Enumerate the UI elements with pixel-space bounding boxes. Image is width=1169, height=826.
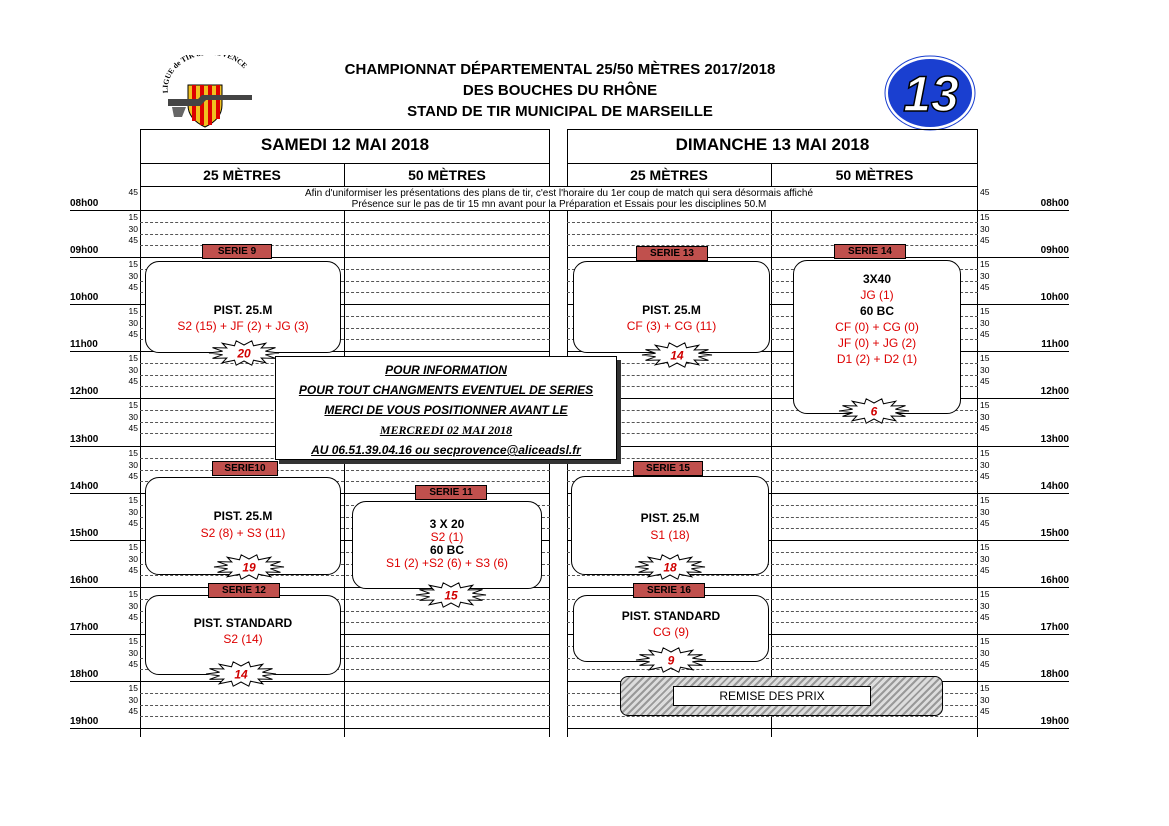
- hour-line: [70, 681, 550, 682]
- hour-label-left: 08h00: [70, 198, 99, 209]
- quarter-line: [140, 222, 550, 223]
- participant-count-burst: [213, 554, 285, 580]
- category-detail: S2 (15) + JF (2) + JG (3): [177, 319, 309, 333]
- day-label-saturday: SAMEDI 12 MAI 2018: [260, 135, 430, 154]
- title-line-1: CHAMPIONNAT DÉPARTEMENTAL 25/50 MÈTRES 2017/2018: [344, 61, 776, 78]
- minute-label-left: 15: [128, 495, 138, 505]
- minute-label-left: 30: [128, 695, 138, 705]
- hour-label-left: 15h00: [70, 528, 99, 539]
- minute-label-left: 30: [128, 554, 138, 564]
- category-detail: D1 (2) + D2 (1): [836, 352, 918, 366]
- hour-label-left: 18h00: [70, 669, 99, 680]
- minute-label-right: 15: [980, 353, 990, 363]
- participant-count: 14: [234, 667, 248, 682]
- info-box: [275, 356, 617, 460]
- minute-label-right: 30: [980, 271, 990, 281]
- hour-label-left: 17h00: [70, 622, 99, 633]
- hour-label-right: 17h00: [1040, 622, 1069, 633]
- category-detail: CG (9): [653, 625, 689, 639]
- category-detail: S2 (1): [430, 530, 464, 544]
- minute-label-right: 45: [980, 282, 990, 292]
- minute-label-left: 30: [128, 507, 138, 517]
- hour-label-right: 11h00: [1041, 339, 1069, 350]
- quarter-line: [140, 470, 550, 471]
- participant-count-burst: [641, 342, 713, 368]
- minute-label-left: 45: [128, 376, 138, 386]
- hour-label-right: 19h00: [1040, 716, 1069, 727]
- minute-label-left: 45: [128, 187, 138, 197]
- minute-label-left: 30: [128, 318, 138, 328]
- minute-label-right: 30: [980, 648, 990, 658]
- hour-label-left: 10h00: [70, 292, 99, 303]
- participant-count-burst: [415, 582, 487, 608]
- participant-count: 18: [663, 560, 677, 575]
- hour-label-right: 14h00: [1040, 481, 1069, 492]
- hour-line: [70, 257, 550, 258]
- participant-count-burst: [838, 398, 910, 424]
- col-divider-sun: [771, 163, 772, 737]
- quarter-line: [140, 716, 550, 717]
- category-detail: JF (0) + JG (2): [837, 336, 917, 350]
- minute-label-right: 30: [980, 318, 990, 328]
- quarter-line: [567, 245, 978, 246]
- quarter-line: [567, 222, 978, 223]
- serie-tag: SERIE 11: [415, 485, 487, 500]
- col-header-sun-25m: 25 MÈTRES: [567, 163, 771, 186]
- hour-label-left: 12h00: [70, 386, 99, 397]
- participant-count-burst: [205, 661, 277, 687]
- participant-count: 9: [667, 653, 675, 668]
- series-block: [352, 501, 542, 589]
- serie-tag: SERIE 16: [633, 583, 705, 598]
- minute-label-left: 30: [128, 365, 138, 375]
- minute-label-right: 15: [980, 212, 990, 222]
- category-detail: S2 (8) + S3 (11): [200, 526, 286, 540]
- serie-tag: SERIE 15: [633, 461, 703, 476]
- minute-label-right: 45: [980, 659, 990, 669]
- minute-label-right: 30: [980, 224, 990, 234]
- minute-label-right: 45: [980, 706, 990, 716]
- hour-line: [70, 728, 550, 729]
- discipline-label: PIST. 25.M: [213, 509, 273, 523]
- minute-label-left: 15: [128, 353, 138, 363]
- hour-line: [567, 728, 1069, 729]
- category-detail: CF (3) + CG (11): [626, 319, 717, 333]
- quarter-line: [567, 470, 978, 471]
- minute-label-right: 15: [980, 542, 990, 552]
- minute-label-right: 15: [980, 306, 990, 316]
- minute-label-right: 30: [980, 412, 990, 422]
- hour-label-right: 15h00: [1040, 528, 1069, 539]
- info-title: POUR INFORMATION: [385, 363, 507, 377]
- minute-label-left: 30: [128, 460, 138, 470]
- hour-label-left: 13h00: [70, 434, 99, 445]
- minute-label-left: 45: [128, 659, 138, 669]
- info-line-3: MERCI DE VOUS POSITIONNER AVANT LE: [324, 403, 568, 417]
- notice-line-1: Afin d'uniformiser les présentations des plans de tir, c'est l'horaire du 1er coup de match qui sera désormais affiché: [304, 188, 814, 199]
- hour-label-right: 12h00: [1040, 386, 1069, 397]
- minute-label-left: 15: [128, 589, 138, 599]
- minute-label-left: 15: [128, 542, 138, 552]
- minute-label-left: 45: [128, 565, 138, 575]
- discipline-label: 3X40: [862, 272, 892, 286]
- hour-label-right: 09h00: [1040, 245, 1069, 256]
- minute-label-left: 45: [128, 423, 138, 433]
- participant-count: 19: [242, 560, 256, 575]
- hour-label-left: 11h00: [70, 339, 98, 350]
- participant-count-burst: [635, 647, 707, 673]
- remise-label: REMISE DES PRIX: [673, 686, 871, 706]
- serie-tag: SERIE10: [212, 461, 278, 476]
- minute-label-left: 45: [128, 282, 138, 292]
- serie-tag: SERIE 9: [202, 244, 272, 259]
- minute-label-right: 30: [980, 601, 990, 611]
- category-detail: S2 (14): [223, 632, 263, 646]
- minute-label-right: 45: [980, 518, 990, 528]
- quarter-line: [567, 234, 978, 235]
- participant-count: 6: [870, 404, 878, 419]
- serie-tag: SERIE 13: [636, 246, 708, 261]
- minute-label-left: 15: [128, 306, 138, 316]
- quarter-line: [140, 705, 550, 706]
- quarter-line: [567, 433, 978, 434]
- minute-label-right: 30: [980, 554, 990, 564]
- ligue-logo: [160, 55, 260, 130]
- hour-label-right: 10h00: [1040, 292, 1069, 303]
- discipline-label: 60 BC: [859, 304, 894, 318]
- discipline-label: PIST. 25.M: [213, 303, 273, 317]
- minute-label-left: 15: [128, 636, 138, 646]
- minute-label-right: 15: [980, 495, 990, 505]
- notice-banner: [140, 186, 978, 211]
- minute-label-right: 45: [980, 187, 990, 197]
- quarter-line: [567, 669, 978, 670]
- minute-label-left: 15: [128, 212, 138, 222]
- category-detail: JG (1): [860, 288, 894, 302]
- minute-label-left: 15: [128, 259, 138, 269]
- minute-label-left: 30: [128, 224, 138, 234]
- minute-label-left: 30: [128, 412, 138, 422]
- minute-label-right: 45: [980, 471, 990, 481]
- hour-label-right: 16h00: [1040, 575, 1069, 586]
- minute-label-right: 15: [980, 683, 990, 693]
- title-line-2: DES BOUCHES DU RHÔNE: [462, 82, 658, 99]
- participant-count: 14: [670, 348, 684, 363]
- minute-label-left: 45: [128, 329, 138, 339]
- quarter-line: [567, 422, 978, 423]
- minute-label-left: 15: [128, 400, 138, 410]
- minute-label-right: 45: [980, 376, 990, 386]
- notice-line-2: Présence sur le pas de tir 15 mn avant pour la Préparation et Essais pour les disciplines 50.M: [351, 199, 767, 210]
- discipline-label: PIST. 25.M: [640, 511, 700, 525]
- category-detail: CF (0) + CG (0): [835, 320, 919, 334]
- serie-tag: SERIE 14: [834, 244, 906, 259]
- minute-label-left: 15: [128, 683, 138, 693]
- quarter-line: [567, 716, 978, 717]
- minute-label-left: 45: [128, 471, 138, 481]
- hour-label-left: 09h00: [70, 245, 99, 256]
- participant-count: 20: [237, 346, 251, 361]
- participant-count-burst: [208, 340, 280, 366]
- info-line-2: POUR TOUT CHANGMENTS EVENTUEL DE SERIES: [298, 383, 594, 397]
- department-13-logo: [884, 55, 976, 131]
- category-detail: S1 (2) +S2 (6) + S3 (6): [385, 556, 509, 570]
- minute-label-right: 45: [980, 329, 990, 339]
- day-label-sunday: DIMANCHE 13 MAI 2018: [675, 135, 870, 154]
- minute-label-left: 45: [128, 235, 138, 245]
- minute-label-left: 30: [128, 271, 138, 281]
- hour-label-left: 14h00: [70, 481, 99, 492]
- col-header-sat-50m: 50 MÈTRES: [344, 163, 550, 186]
- minute-label-right: 45: [980, 612, 990, 622]
- participant-count-burst: [634, 554, 706, 580]
- minute-label-right: 30: [980, 507, 990, 517]
- hour-label-right: 18h00: [1040, 669, 1069, 680]
- minute-label-right: 45: [980, 235, 990, 245]
- discipline-label: PIST. STANDARD: [621, 609, 721, 623]
- minute-label-right: 15: [980, 589, 990, 599]
- title-line-3: STAND DE TIR MUNICIPAL DE MARSEILLE: [407, 103, 713, 120]
- logo-13-text: 13: [903, 66, 959, 122]
- info-contact: AU 06.51.39.04.16 ou secprovence@aliceadsl.fr: [311, 443, 581, 457]
- minute-label-left: 30: [128, 601, 138, 611]
- hour-label-right: 13h00: [1040, 434, 1069, 445]
- minute-label-right: 45: [980, 565, 990, 575]
- minute-label-right: 15: [980, 636, 990, 646]
- minute-label-right: 30: [980, 365, 990, 375]
- minute-label-right: 30: [980, 695, 990, 705]
- col-header-sun-50m: 50 MÈTRES: [771, 163, 978, 186]
- series-block: [793, 260, 961, 414]
- hour-label-left: 19h00: [70, 716, 99, 727]
- minute-label-right: 15: [980, 259, 990, 269]
- discipline-label: 60 BC: [429, 543, 464, 557]
- minute-label-left: 45: [128, 518, 138, 528]
- minute-label-right: 45: [980, 423, 990, 433]
- logo-text: LIGUE de TIR ENCE: [160, 55, 250, 94]
- quarter-line: [140, 693, 550, 694]
- discipline-label: PIST. STANDARD: [193, 616, 293, 630]
- minute-label-right: 15: [980, 400, 990, 410]
- quarter-line: [567, 458, 978, 459]
- hour-line: [567, 446, 1069, 447]
- hour-label-right: 08h00: [1040, 198, 1069, 209]
- col-header-sat-25m: 25 MÈTRES: [140, 163, 344, 186]
- minute-label-left: 45: [128, 706, 138, 716]
- minute-label-left: 45: [128, 612, 138, 622]
- minute-label-left: 15: [128, 448, 138, 458]
- hour-label-left: 16h00: [70, 575, 99, 586]
- quarter-line: [567, 575, 978, 576]
- discipline-label: PIST. 25.M: [642, 303, 701, 317]
- series-block: [573, 261, 770, 353]
- serie-tag: SERIE 12: [208, 583, 280, 598]
- category-detail: S1 (18): [650, 528, 690, 542]
- participant-count: 15: [444, 588, 458, 603]
- minute-label-left: 30: [128, 648, 138, 658]
- quarter-line: [140, 234, 550, 235]
- discipline-label: 3 X 20: [429, 517, 465, 531]
- minute-label-right: 30: [980, 460, 990, 470]
- info-date: MERCREDI 02 MAI 2018: [379, 423, 513, 437]
- minute-label-right: 15: [980, 448, 990, 458]
